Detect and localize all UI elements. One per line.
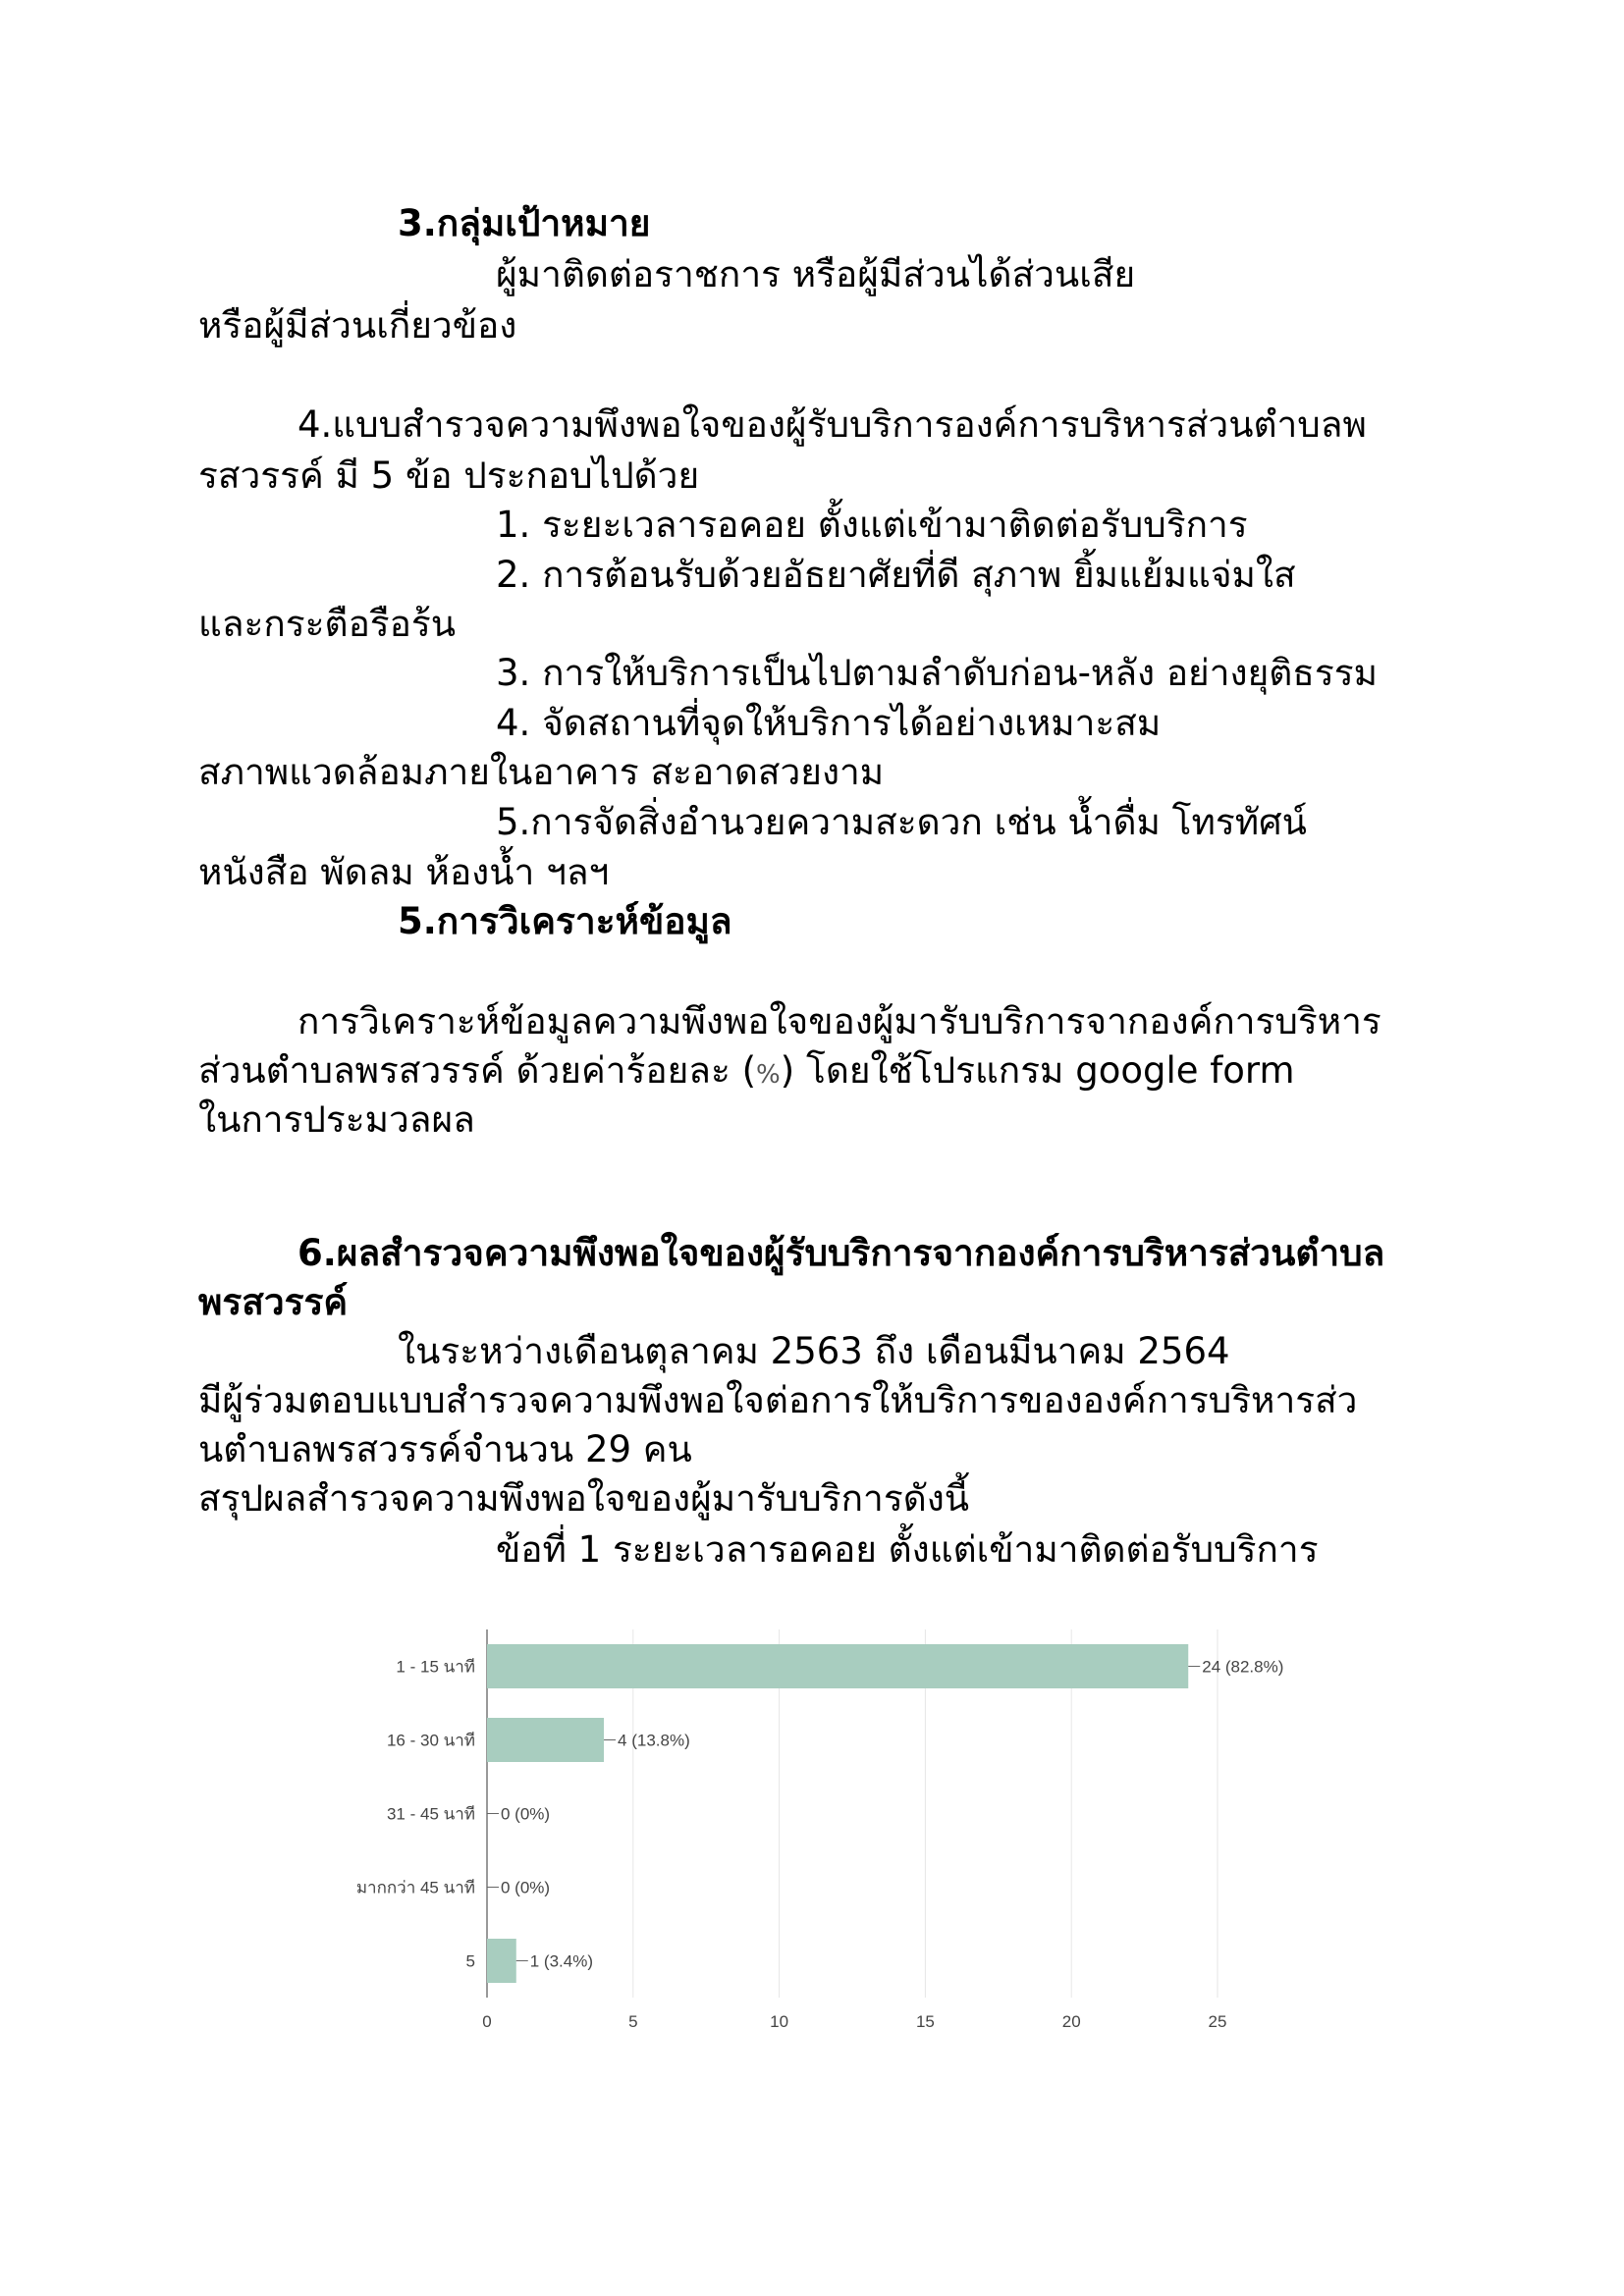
x-tick-label: 15 <box>915 2012 935 2031</box>
section-5-line: การวิเคราะห์ข้อมูลความพึงพอใจของผู้มารับบริการจากองค์การบริหาร <box>298 1000 1381 1042</box>
category-label: 31 - 45 นาที <box>386 1804 475 1824</box>
bar <box>487 1718 604 1762</box>
section-4-item: 5.การจัดสิ่งอำนวยความสะดวก เช่น น้ำดื่ม โทรทัศน์ <box>496 801 1307 843</box>
data-label: 24 (82.8%) <box>1202 1657 1284 1677</box>
x-tick-label: 20 <box>1061 2012 1081 2031</box>
section-4-line: และกระตือรือร้น <box>198 603 457 645</box>
section-6-line: ในระหว่างเดือนตุลาคม 2563 ถึง เดือนมีนาคม 2564 <box>398 1330 1230 1372</box>
section-3-line: ผู้มาติดต่อราชการ หรือผู้มีส่วนได้ส่วนเสีย <box>496 253 1136 295</box>
response-bar-chart <box>324 1610 1306 2032</box>
data-label: 1 (3.4%) <box>529 1951 594 1971</box>
section-6-line: สรุปผลสำรวจความพึงพอใจของผู้มารับบริการดังนี้ <box>198 1477 970 1520</box>
category-label: 1 - 15 นาที <box>396 1657 475 1677</box>
chart-question-title: ข้อที่ 1 ระยะเวลารอคอย ตั้งแต่เข้ามาติดต่อรับบริการ <box>496 1528 1319 1571</box>
section-4-line: หนังสือ พัดลม ห้องน้ำ ฯลฯ <box>198 851 610 893</box>
section-3-line: หรือผู้มีส่วนเกี่ยวข้อง <box>198 304 517 347</box>
section-4-item: 1. ระยะเวลารอคอย ตั้งแต่เข้ามาติดต่อรับบริการ <box>496 504 1248 546</box>
section-3-heading: 3.กลุ่มเป้าหมาย <box>398 202 651 244</box>
section-5-line <box>198 1048 1295 1097</box>
bar <box>487 1939 516 1983</box>
bar <box>487 1644 1188 1688</box>
section-6-heading: พรสวรรค์ <box>198 1281 349 1323</box>
section-4-item: 2. การต้อนรับด้วยอัธยาศัยที่ดี สุภาพ ยิ้มแย้มแจ่มใส <box>496 554 1296 596</box>
category-label: 16 - 30 นาที <box>386 1731 475 1750</box>
section-4-line: 4.แบบสำรวจความพึงพอใจของผู้รับบริการองค์การบริหารส่วนตำบลพ <box>298 403 1367 446</box>
section-4-line: สภาพแวดล้อมภายในอาคาร สะอาดสวยงาม <box>198 751 885 793</box>
section-5-line-text: ส่วนตำบลพรสวรรค์ ด้วยค่าร้อยละ ( <box>198 1049 757 1092</box>
data-label: 0 (0%) <box>501 1878 551 1897</box>
percent-symbol: % <box>756 1060 781 1090</box>
section-6-line: นตำบลพรสวรรค์จำนวน 29 คน <box>198 1428 692 1470</box>
section-4-item: 4. จัดสถานที่จุดให้บริการได้อย่างเหมาะสม <box>496 702 1162 744</box>
section-5-heading: 5.การวิเคราะห์ข้อมูล <box>398 900 732 942</box>
section-6-line: มีผู้ร่วมตอบแบบสำรวจความพึงพอใจต่อการให้บริการขององค์การบริหารส่ว <box>198 1379 1358 1421</box>
x-tick-label: 10 <box>770 2012 789 2031</box>
section-6-heading: 6.ผลสำรวจความพึงพอใจของผู้รับบริการจากองค์การบริหารส่วนตำบล <box>298 1232 1385 1274</box>
category-label: 5 <box>465 1951 475 1971</box>
section-5-line-text: ) โดยใช้โปรแกรม google form <box>780 1049 1295 1092</box>
data-label: 0 (0%) <box>501 1804 551 1824</box>
section-4-line: รสวรรค์ มี 5 ข้อ ประกอบไปด้วย <box>198 454 700 497</box>
data-label: 4 (13.8%) <box>618 1731 690 1750</box>
category-label: มากกว่า 45 นาที <box>355 1878 475 1897</box>
x-tick-label: 0 <box>482 2012 492 2031</box>
section-4-item: 3. การให้บริการเป็นไปตามลำดับก่อน-หลัง อย่างยุติธรรม <box>496 652 1378 694</box>
x-tick-label: 5 <box>628 2012 638 2031</box>
x-tick-label: 25 <box>1208 2012 1227 2031</box>
section-5-line: ในการประมวลผล <box>198 1098 475 1141</box>
